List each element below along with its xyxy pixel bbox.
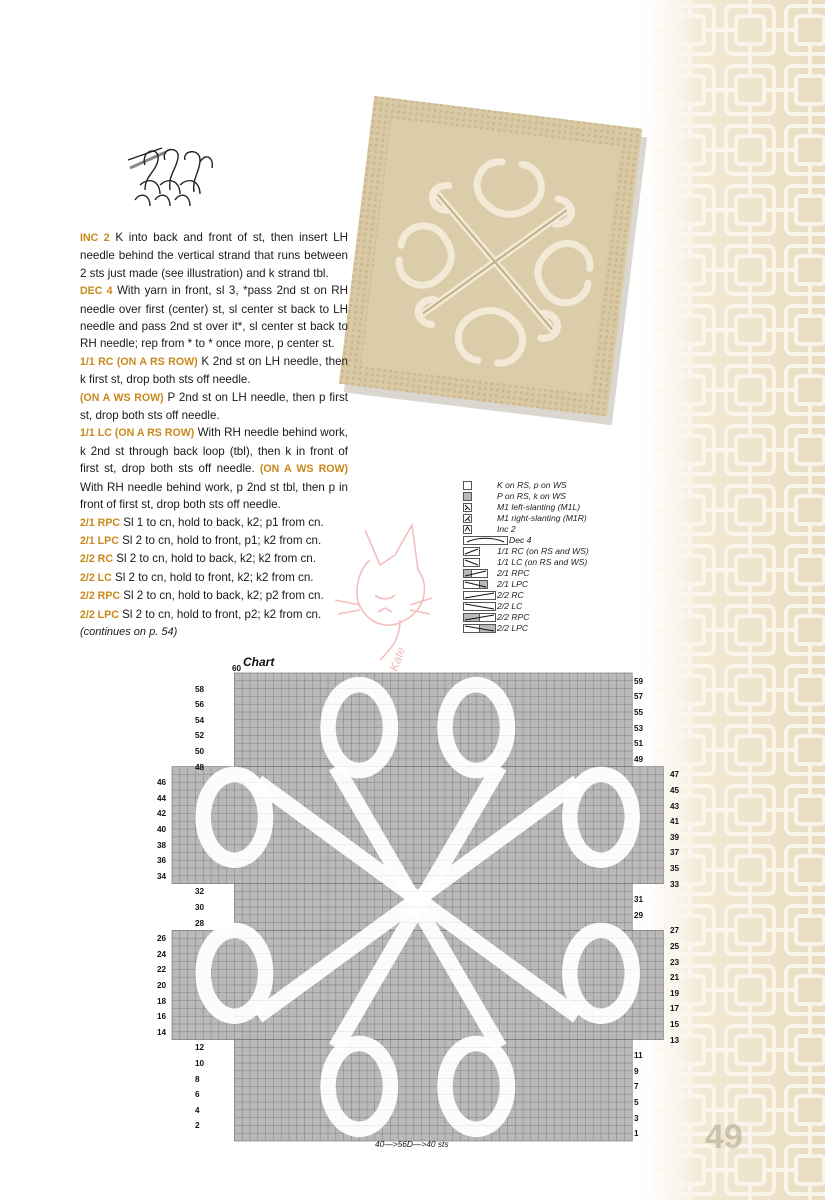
row-number-left: 44 — [157, 793, 167, 803]
row-number-left: 18 — [157, 996, 167, 1006]
row-number-left: 26 — [157, 934, 167, 944]
row-number-right: 47 — [670, 770, 680, 780]
row-number-left: 16 — [157, 1012, 167, 1022]
instruction-lpc22: 2/2 LPC Sl 2 to cn, hold to front, p2; k2 from cn. — [80, 607, 322, 621]
instruction-rc11-ws: (ON A WS ROW) P 2nd st on LH needle, then p first st, drop both sts off needle. — [80, 390, 348, 423]
row-number-left: 50 — [195, 747, 205, 756]
instruction-rpc21: 2/1 RPC Sl 1 to cn, hold to back, k2; p1 from cn. — [80, 515, 324, 529]
row-number-right: 29 — [634, 910, 644, 920]
instruction-rc11-rs: 1/1 RC (ON A RS ROW) K 2nd st on LH needle, then k first st, drop both sts off needle. — [80, 354, 348, 387]
row-number-right: 43 — [670, 801, 680, 811]
row-number-left: 12 — [195, 1043, 205, 1053]
legend-label: P on RS, k on WS — [497, 491, 566, 501]
row-number-left: 58 — [195, 684, 205, 694]
row-number-left: 22 — [157, 965, 167, 975]
row-number-right: 11 — [634, 1051, 643, 1061]
row-number-right: 45 — [670, 786, 680, 795]
row-number-right: 5 — [634, 1098, 639, 1107]
row-number-right: 41 — [670, 817, 680, 827]
row-number-left: 54 — [195, 715, 205, 725]
row-number-right: 49 — [634, 754, 644, 764]
row-number-left: 28 — [195, 918, 205, 928]
row-number-right: 25 — [670, 942, 680, 951]
legend-label: M1 right-slanting (M1R) — [497, 513, 587, 523]
instruction-dec4: DEC 4 With yarn in front, sl 3, *pass 2nd st on RH needle over first (center) st, sl center st back to LH needle and pass 2nd st over it*, sl center st back to RH needle; rep from * to * once more, p center st. — [80, 284, 348, 351]
row-number-left: 32 — [195, 887, 205, 897]
row-number-right: 9 — [634, 1066, 639, 1076]
legend-label: 2/1 LPC — [497, 579, 529, 589]
row-number-left: 42 — [157, 809, 167, 819]
row-number-right: 21 — [670, 973, 680, 983]
row-number-left: 8 — [195, 1074, 200, 1084]
chart-title: Chart — [243, 655, 275, 669]
row-number-left: 4 — [195, 1105, 200, 1115]
row-number-right: 31 — [634, 895, 644, 905]
legend-label: M1 left-slanting (M1L) — [497, 502, 581, 512]
row-number-right: 35 — [670, 864, 680, 873]
row-number-right: 57 — [634, 692, 644, 702]
row-number-top: 60 — [232, 664, 242, 673]
row-number-right: 17 — [670, 1004, 680, 1014]
instruction-lc22: 2/2 LC Sl 2 to cn, hold to front, k2; k2 from cn. — [80, 570, 314, 584]
row-number-left: 20 — [157, 981, 167, 990]
row-number-right: 53 — [634, 723, 644, 733]
row-number-right: 19 — [670, 988, 680, 998]
row-number-left: 24 — [157, 949, 167, 959]
row-number-right: 59 — [634, 676, 644, 686]
continues-note: (continues on p. 54) — [80, 625, 178, 638]
row-number-right: 13 — [670, 1035, 680, 1045]
row-number-left: 38 — [157, 840, 167, 850]
row-number-right: 15 — [670, 1020, 680, 1029]
legend-label: 1/1 LC (on RS and WS) — [497, 557, 588, 567]
legend-label: 2/2 LPC — [497, 623, 529, 633]
row-number-left: 46 — [157, 778, 167, 788]
instruction-inc2: INC 2 K into back and front of st, then insert LH needle behind the vertical strand that runs between 2 sts just made (see illustration) and k strand tbl. — [80, 231, 348, 280]
row-number-right: 55 — [634, 708, 644, 717]
row-number-left: 6 — [195, 1090, 200, 1100]
instruction-lc11: 1/1 LC (ON A RS ROW) With RH needle behind work, k 2nd st through back loop (tbl), then k in front of first st, drop both sts off needle. (ON A WS ROW) With RH needle behind work, p 2nd st tbl, then p in front of first st, drop both sts off needle. — [80, 426, 349, 512]
legend-label: Inc 2 — [497, 524, 516, 534]
row-number-left: 14 — [157, 1027, 167, 1037]
legend-label: K on RS, p on WS — [497, 480, 567, 490]
row-number-right: 27 — [670, 926, 680, 936]
chart-band — [234, 1040, 632, 1141]
legend-label: 2/1 RPC — [497, 568, 530, 578]
row-number-left: 36 — [157, 856, 167, 866]
row-number-right: 33 — [670, 879, 680, 889]
instruction-rc22: 2/2 RC Sl 2 to cn, hold to back, k2; k2 from cn. — [80, 552, 316, 566]
row-number-left: 2 — [195, 1121, 200, 1131]
legend-label: 2/2 LC — [497, 601, 523, 611]
legend-label: 1/1 RC (on RS and WS) — [497, 546, 589, 556]
row-number-right: 37 — [670, 848, 680, 858]
row-number-left: 40 — [157, 825, 167, 834]
instruction-rpc22: 2/2 RPC Sl 2 to cn, hold to back, k2; p2 from cn. — [80, 589, 324, 603]
row-number-right: 23 — [670, 957, 680, 967]
row-number-left: 30 — [195, 903, 205, 912]
page-number: 49 — [705, 1118, 743, 1156]
legend-label: 2/2 RC — [497, 590, 524, 600]
row-number-left: 56 — [195, 700, 205, 710]
row-number-left: 10 — [195, 1059, 205, 1068]
row-number-right: 3 — [634, 1113, 639, 1123]
instruction-lpc21: 2/1 LPC Sl 2 to cn, hold to front, p1; k2 from cn. — [80, 533, 322, 547]
stitch-count: 40—>56D—>40 sts — [375, 1139, 449, 1149]
watermark-text: Kate — [386, 645, 409, 673]
row-number-left: 52 — [195, 731, 205, 741]
row-number-right: 7 — [634, 1082, 639, 1092]
legend-label: Dec 4 — [509, 535, 532, 545]
row-number-left: 34 — [157, 871, 167, 881]
legend-label: 2/2 RPC — [497, 612, 530, 622]
row-number-right: 39 — [670, 832, 680, 842]
row-number-right: 51 — [634, 739, 644, 749]
row-number-left: 48 — [195, 762, 205, 772]
row-number-right: 1 — [634, 1129, 639, 1139]
